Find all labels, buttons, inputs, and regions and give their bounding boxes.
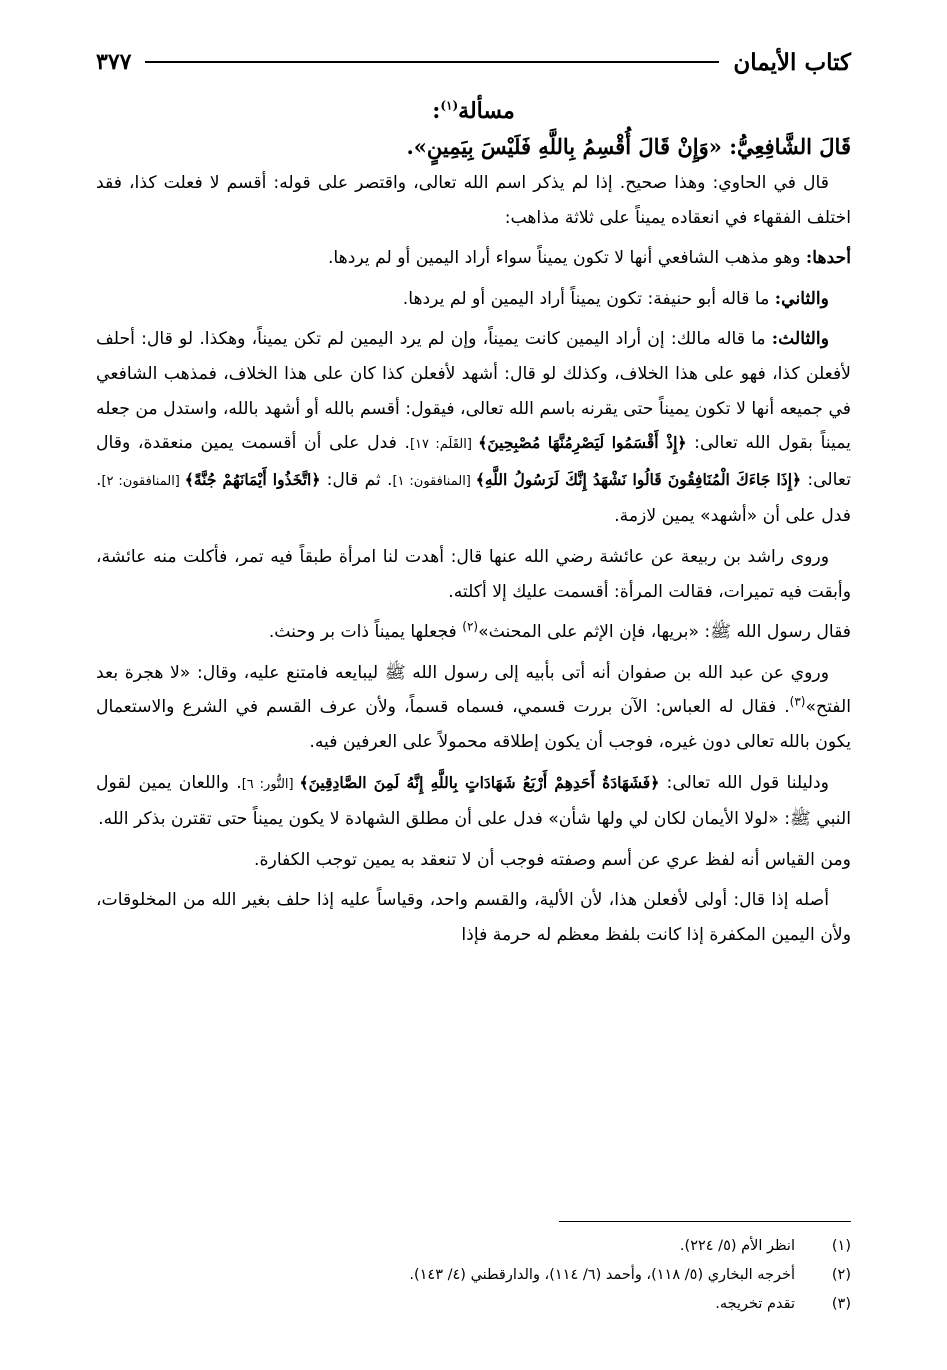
quote-text: «وَإِنْ قَالَ أُقْسِمُ بِاللَّهِ فَلَيْسَ بِيَمِينٍ». bbox=[406, 134, 722, 159]
verse-reference: [القَلَم: ١٧] bbox=[409, 437, 479, 453]
paragraph-lead: والثالث: bbox=[771, 329, 829, 350]
paragraph: أحدها: وهو مذهب الشافعي أنها لا تكون يميناً سواء أراد اليمين أو لم يردها. bbox=[327, 248, 851, 269]
paragraph-lead: أحدها: bbox=[805, 248, 851, 269]
main-text bbox=[96, 166, 851, 952]
footnote-rule bbox=[559, 1221, 851, 1222]
paragraph: فقال رسول الله ﷺ: «بريها، فإن الإثم على المحنث»$^{(٢)}$ فجعلها يميناً ذات بر وحنث. bbox=[268, 619, 851, 643]
paragraph: وروى راشد بن ربيعة عن عائشة رضي الله عنها قال: أهدت لنا امرأة طبقاً فيه تمر، فأكلت منه عائشة، وأبقت فيه تميرات، فقالت المرأة: أقسمت عليك إلا أكلته. bbox=[96, 546, 851, 602]
verse-reference: [المنافقون: ٢] bbox=[101, 473, 185, 489]
running-title: كتاب الأيمان bbox=[733, 48, 851, 76]
footnote-marker: (٣) bbox=[789, 694, 806, 709]
footnote-text: تقدم تخريجه. bbox=[715, 1296, 795, 1312]
shafii-quote bbox=[96, 128, 851, 166]
quran-verse: ﴿فَشَهَادَةُ أَحَدِهِمْ أَرْبَعُ شَهَادَاتٍ بِاللَّهِ إِنَّهُ لَمِنَ الصَّادِقِينَ﴾ bbox=[299, 772, 660, 792]
quran-verse: ﴿اتَّخَذُوا أَيْمَانَهُمْ جُنَّةً﴾ bbox=[184, 469, 321, 489]
footnote bbox=[96, 1290, 851, 1319]
header-rule bbox=[145, 61, 719, 63]
paragraph: قال في الحاوي: وهذا صحيح. إذا لم يذكر اسم الله تعالى، واقتصر على قوله: أقسم لا فعلت كذا، فقد اختلف الفقهاء في انعقاده يميناً على ثلاثة مذاهب: bbox=[96, 173, 851, 228]
section-title bbox=[96, 94, 851, 128]
footnote-marker: (١) bbox=[440, 98, 459, 113]
paragraph: أصله إذا قال: أولى لأفعلن هذا، لأن الألية، والقسم واحد، وقياساً عليه إذا حلف بغير الله من المخلوقات، ولأن اليمين المكفرة إذا كانت بلفظ معظم له حرمة فإذا bbox=[96, 890, 851, 945]
paragraph: ودليلنا قول الله تعالى: ﴿فَشَهَادَةُ أَحَدِهِمْ أَرْبَعُ شَهَادَاتٍ بِاللَّهِ إِنَّهُ لَمِنَ الصَّادِقِينَ﴾ [النُّور: ٦]. واللعان يمين لقول النبي ﷺ: «لولا الأيمان لكان لي ولها شأن» فدل على أن مطلق الشهادة لا يكون يميناً حتى تقترن بذكر الله. bbox=[96, 772, 851, 830]
paragraph: والثالث: ما قاله مالك: إن أراد اليمين كانت يميناً، وإن لم يرد اليمين لم تكن يميناً، وهكذا. لو قال: أحلف لأفعلن كذا، فهو على هذا الخلاف، وكذلك لو قال: أشهد لأفعلن كذا كان على هذا الخلاف، فمذهب الشافعي في جميعه أنها لا تكون يميناً حتى يقرنه باسم الله تعالى، فيقول: أقسم بالله أو أشهد بالله، واستدل من جعله يميناً بقول الله تعالى: ﴿إِذْ أَقْسَمُوا لَيَصْرِمُنَّهَا مُصْبِحِينَ﴾ [القَلَم: ١٧]. فدل على أن أقسمت يمين منعقدة، وقال تعالى: ﴿إِذَا جَاءَكَ الْمُنَافِقُونَ قَالُوا نَشْهَدُ إِنَّكَ لَرَسُولُ اللَّهِ﴾ [المنافقون: ١]. ثم قال: ﴿اتَّخَذُوا أَيْمَانَهُمْ جُنَّةً﴾ [المنافقون: ٢]. فدل على أن «أشهد» يمين لازمة. bbox=[96, 329, 851, 527]
paragraph: والثاني: ما قاله أبو حنيفة: تكون يميناً أراد اليمين أو لم يردها. bbox=[402, 288, 829, 309]
footnote bbox=[96, 1261, 851, 1290]
page-number: ٣٧٧ bbox=[96, 49, 132, 75]
verse-reference: [النُّور: ٦] bbox=[241, 776, 300, 792]
footnote-text: انظر الأم (٥/ ٢٢٤). bbox=[679, 1238, 795, 1254]
paragraph-lead: والثاني: bbox=[774, 288, 829, 309]
verse-reference: [المنافقون: ١] bbox=[392, 473, 476, 489]
footnote bbox=[96, 1232, 851, 1261]
paragraph: وروي عن عبد الله بن صفوان أنه أتى بأبيه إلى رسول الله ﷺ ليبايعه فامتنع عليه، وقال: «لا هجرة بعد الفتح»$^{(٣)}$. فقال له العباس: الآن بررت قسمي، فسماه قسماً، ولأن عرف القسم في الشرع والاستعمال يكون بالله تعالى دون غيره، فوجب أن يكون إطلاقه محمولاً على العرفين فيه. bbox=[96, 662, 851, 752]
footnote-marker: (٢) bbox=[462, 619, 479, 634]
footnote-number: (١) bbox=[831, 1238, 851, 1254]
paragraph: ومن القياس أنه لفظ عري عن أسم وصفته فوجب أن لا تنعقد به يمين توجب الكفارة. bbox=[254, 849, 851, 870]
footnote-text: أخرجه البخاري (٥/ ١١٨)، وأحمد (٦/ ١١٤)، والدارقطني (٤/ ١٤٣). bbox=[409, 1267, 795, 1283]
quran-verse: ﴿إِذَا جَاءَكَ الْمُنَافِقُونَ قَالُوا نَشْهَدُ إِنَّكَ لَرَسُولُ اللَّهِ﴾ bbox=[475, 469, 802, 489]
footnotes bbox=[96, 1232, 851, 1319]
section-title-colon: : bbox=[432, 98, 441, 124]
quran-verse: ﴿إِذْ أَقْسَمُوا لَيَصْرِمُنَّهَا مُصْبِحِينَ﴾ bbox=[478, 433, 687, 453]
section-title-text: مسألة bbox=[458, 98, 515, 124]
footnote-number: (٣) bbox=[831, 1296, 851, 1312]
running-header bbox=[96, 42, 851, 82]
footnote-number: (٢) bbox=[831, 1267, 851, 1283]
quote-speaker: قَالَ الشَّافِعِيُّ: bbox=[729, 134, 851, 159]
